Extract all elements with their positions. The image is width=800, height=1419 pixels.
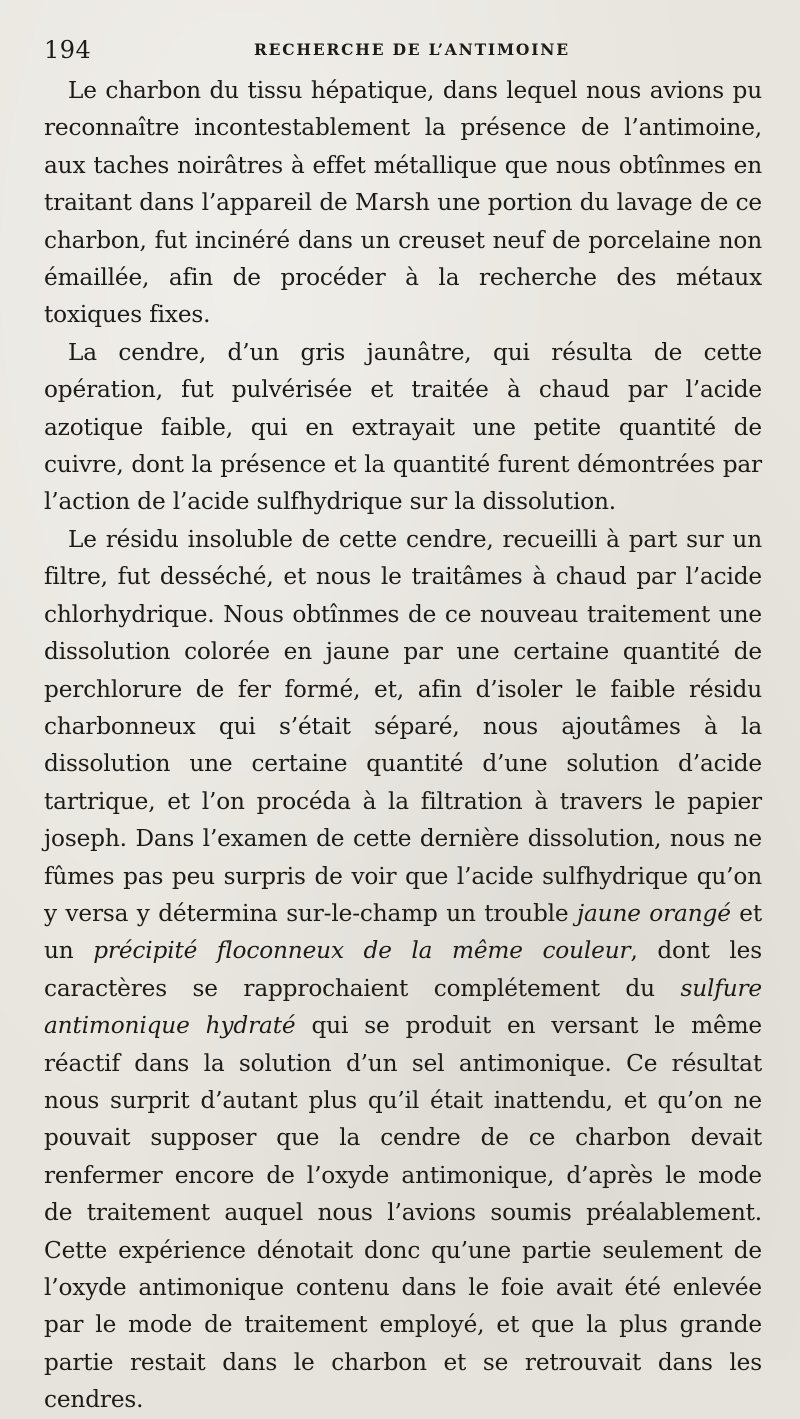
paragraph-1: Le charbon du tissu hépatique, dans lequel nous avions pu reconnaître incontestablement la présence de l’antimoine, aux taches noirâtres à effet métallique que nous obtînmes en traitant dans l’appareil de Marsh une portion du lavage de ce charbon, fut incinéré dans un creuset neuf de porcelaine non émaillée, afin de procéder à la recherche des métaux toxiques fixes.	[44, 77, 762, 329]
paragraph-3	[44, 521, 762, 1419]
italic-precipite-floconneux: précipité floconneux de la même couleur	[93, 937, 631, 965]
running-head	[44, 26, 762, 66]
paragraph-2: La cendre, d’un gris jaunâtre, qui résulta de cette opération, fut pulvérisée et traitée à chaud par l’acide azotique faible, qui en extrayait une petite quantité de cuivre, dont la présence et la quantité furent démontrées par l’action de l’acide sulfhydrique sur la dissolution.	[44, 338, 762, 516]
paragraph-3-text-2: et un	[44, 899, 763, 965]
paragraph-3-text-4: qui se produit en versant le même réactif dans la solution d’un sel antimonique. Ce résultat nous surprit d’autant plus qu’il était inattendu, et qu’on ne pouvait supposer que la cendre de ce charbon devait renfermer encore de l’oxyde antimonique, d’après le mode de traitement auquel nous l’avions soumis préalablement. Cette expérience dénotait donc qu’une partie seulement de l’oxyde antimonique contenu dans le foie avait été enlevée par le mode de traitement employé, et que la plus grande partie restait dans le charbon et se retrouvait dans les cendres.	[44, 1012, 762, 1414]
running-title: RECHERCHE DE L’ANTIMOINE	[254, 40, 570, 59]
italic-sulfure-antimonique: sulfure antimonique hydraté	[44, 974, 762, 1040]
page-number: 194	[44, 36, 92, 64]
italic-jaune-orange: jaune orangé	[576, 899, 731, 927]
paragraph-3-text-1: Le résidu insoluble de cette cendre, recueilli à part sur un filtre, fut desséché, et nous le traitâmes à chaud par l’acide chlorhydrique. Nous obtînmes de ce nouveau traitement une dissolution colorée en jaune par une certaine quantité de perchlorure de fer formé, et, afin d’isoler le faible résidu charbonneux qui s’était séparé, nous ajoutâmes à la dissolution une certaine quantité d’une solution d’acide tartrique, et l’on procéda à la filtration à travers le papier joseph. Dans l’examen de cette dernière dissolution, nous ne fûmes pas peu surpris de voir que l’acide sulfhydrique qu’on y versa y détermina sur-le-champ un trouble	[44, 525, 762, 927]
body-text	[44, 72, 762, 1419]
paragraph-3-text-3: , dont les caractères se rapprochaient complétement du	[44, 937, 762, 1002]
